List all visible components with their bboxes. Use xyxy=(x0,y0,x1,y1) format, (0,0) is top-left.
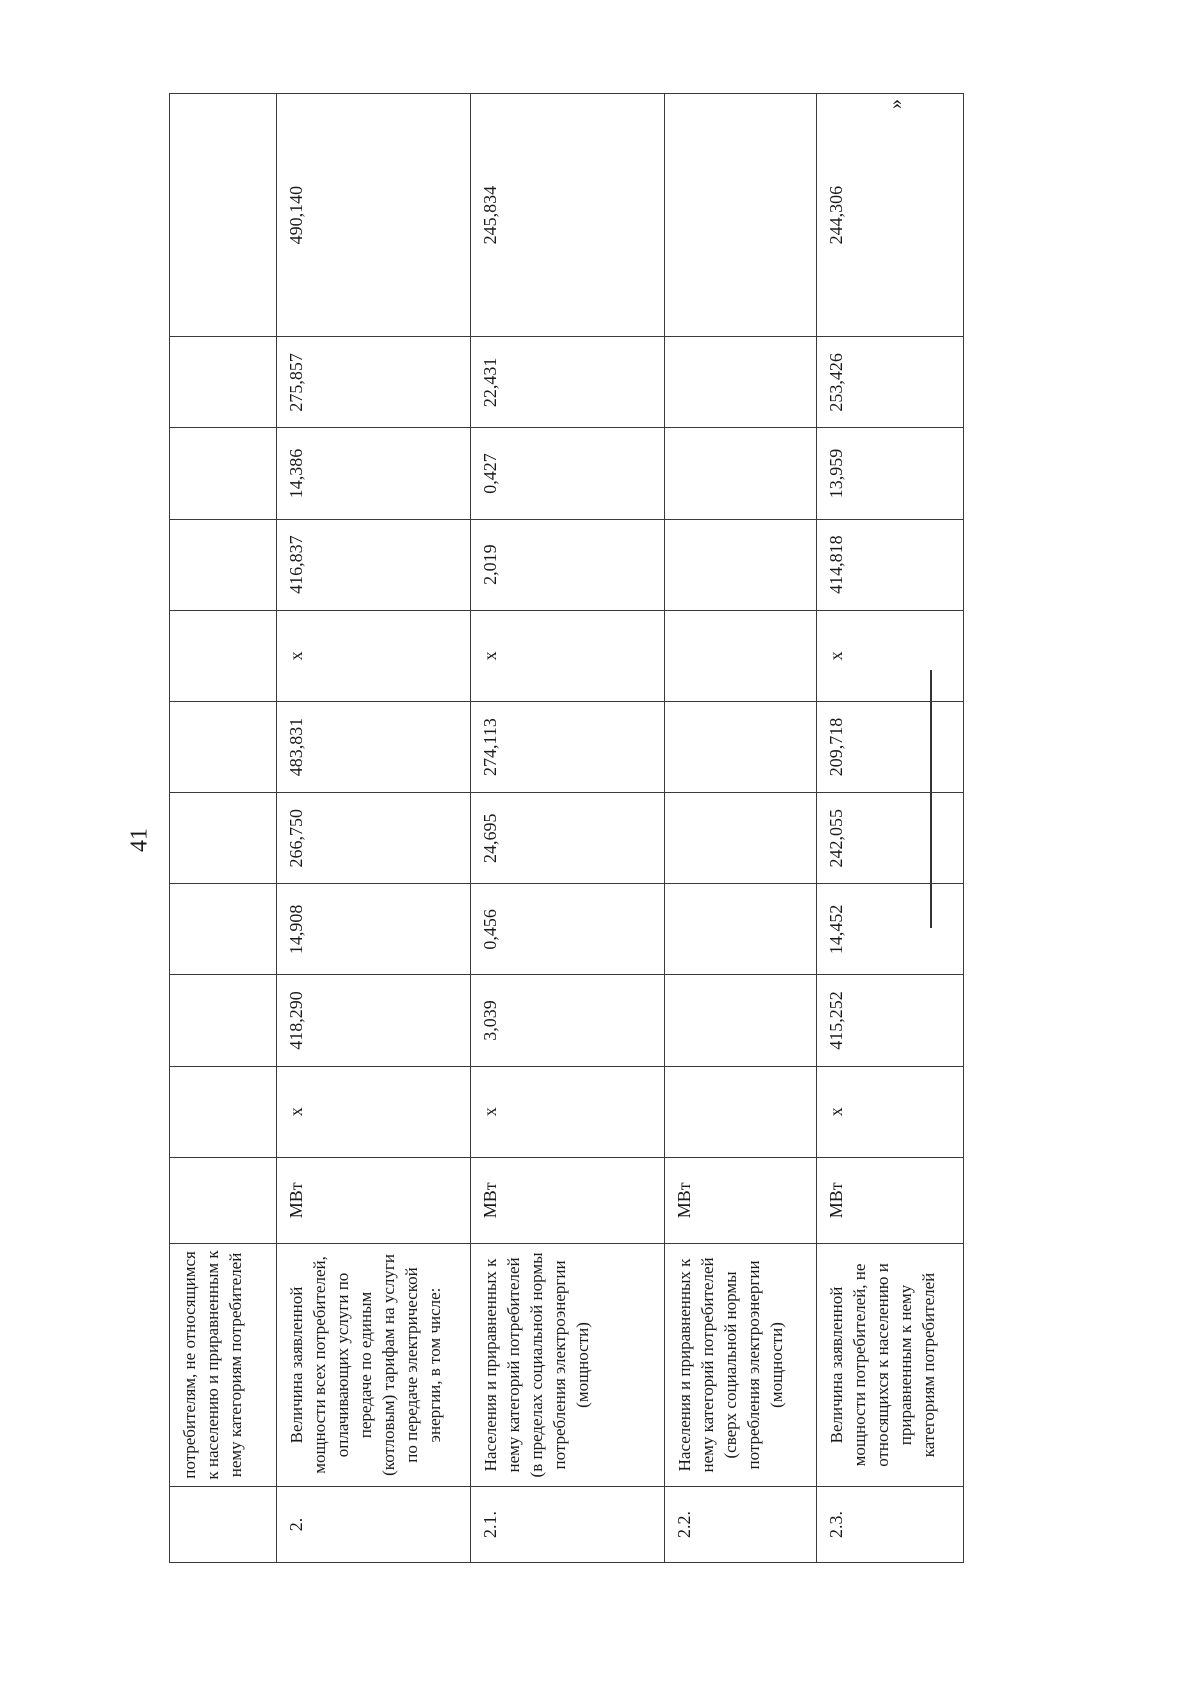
value-cell xyxy=(170,610,277,701)
row-description-cell: потребителям, не относящимся к населению и приравненным к нему категориям потребителей xyxy=(170,1243,277,1486)
value-cell: x xyxy=(817,610,964,701)
value-cell: 14,386 xyxy=(277,428,471,519)
value-cell: 13,959 xyxy=(817,428,964,519)
page-number-text: 41 xyxy=(126,828,153,852)
row-description-cell: Населения и приравненных к нему категорий потребителей (в пределах социальной нормы потребления электроэнергии (мощности) xyxy=(471,1243,665,1486)
value-cell: 209,718 xyxy=(817,701,964,792)
row-description-cell: Величина заявленной мощности потребителей, не относящихся к населению и приравненным к нему категориям потребителей xyxy=(817,1243,964,1486)
unit-cell xyxy=(170,1157,277,1243)
row-number-cell: 2.1. xyxy=(471,1487,665,1563)
value-cell xyxy=(170,1066,277,1157)
value-cell: 14,908 xyxy=(277,884,471,975)
value-cell xyxy=(665,701,817,792)
value-cell: 0,456 xyxy=(471,884,665,975)
value-cell: x xyxy=(817,1066,964,1157)
value-cell xyxy=(170,701,277,792)
table-row xyxy=(665,94,817,1563)
value-cell xyxy=(665,793,817,884)
table-row xyxy=(817,94,964,1563)
value-cell xyxy=(170,519,277,610)
value-cell: 414,818 xyxy=(817,519,964,610)
unit-cell: МВт xyxy=(277,1157,471,1243)
value-cell: 14,452 xyxy=(817,884,964,975)
value-cell xyxy=(170,975,277,1066)
unit-cell: МВт xyxy=(665,1157,817,1243)
value-cell: 244,306 xyxy=(817,94,964,337)
value-cell: 483,831 xyxy=(277,701,471,792)
value-cell: 3,039 xyxy=(471,975,665,1066)
value-cell xyxy=(665,94,817,337)
value-cell: 275,857 xyxy=(277,337,471,428)
capacity-table xyxy=(169,93,964,1563)
value-cell: 0,427 xyxy=(471,428,665,519)
page-number xyxy=(120,810,160,870)
value-cell: x xyxy=(277,1066,471,1157)
row-number-cell: 2. xyxy=(277,1487,471,1563)
value-cell xyxy=(170,884,277,975)
table-row xyxy=(277,94,471,1563)
value-cell xyxy=(170,337,277,428)
row-description-cell: Величина заявленной мощности всех потребителей, оплачивающих услуги по передаче по единым (котловым) тарифам на услуги по передаче электрической энергии, в том числе: xyxy=(277,1243,471,1486)
value-cell: x xyxy=(471,610,665,701)
value-cell: 266,750 xyxy=(277,793,471,884)
value-cell xyxy=(665,428,817,519)
table-container xyxy=(169,93,938,1563)
value-cell: 418,290 xyxy=(277,975,471,1066)
row-number-cell: 2.3. xyxy=(817,1487,964,1563)
value-cell: 253,426 xyxy=(817,337,964,428)
value-cell xyxy=(665,975,817,1066)
row-number-cell xyxy=(170,1487,277,1563)
row-number-cell: 2.2. xyxy=(665,1487,817,1563)
closing-quote-text: » xyxy=(884,99,907,109)
table-row xyxy=(471,94,665,1563)
value-cell: 415,252 xyxy=(817,975,964,1066)
value-cell xyxy=(170,428,277,519)
value-cell xyxy=(665,519,817,610)
value-cell: 22,431 xyxy=(471,337,665,428)
row-description-cell: Населения и приравненных к нему категорий потребителей (сверх социальной нормы потребления электроэнергии (мощности) xyxy=(665,1243,817,1486)
value-cell: 245,834 xyxy=(471,94,665,337)
value-cell: x xyxy=(471,1066,665,1157)
table-row xyxy=(170,94,277,1563)
unit-cell: МВт xyxy=(471,1157,665,1243)
value-cell xyxy=(665,884,817,975)
unit-cell: МВт xyxy=(817,1157,964,1243)
value-cell xyxy=(665,337,817,428)
value-cell xyxy=(170,793,277,884)
value-cell: 416,837 xyxy=(277,519,471,610)
value-cell: 490,140 xyxy=(277,94,471,337)
value-cell: 274,113 xyxy=(471,701,665,792)
value-cell: x xyxy=(277,610,471,701)
value-cell: 242,055 xyxy=(817,793,964,884)
value-cell xyxy=(170,94,277,337)
value-cell: 2,019 xyxy=(471,519,665,610)
value-cell: 24,695 xyxy=(471,793,665,884)
value-cell xyxy=(665,1066,817,1157)
value-cell xyxy=(665,610,817,701)
